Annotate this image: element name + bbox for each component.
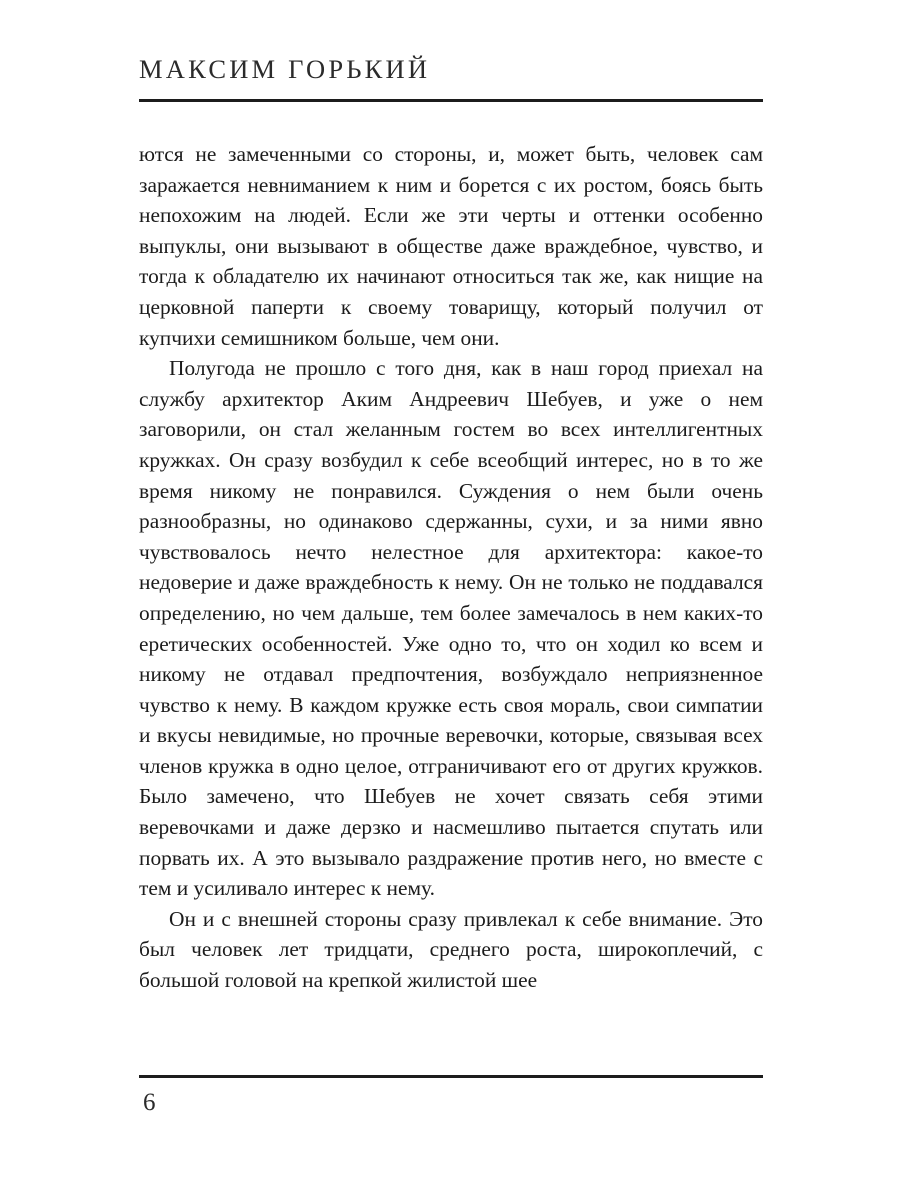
page-number: 6	[143, 1089, 156, 1116]
running-header-title: МАКСИМ ГОРЬКИЙ	[139, 54, 431, 84]
paragraph: ются не замеченными со стороны, и, может быть, человек сам заражается невниманием к ним и борется с их ростом, боясь быть непохожим на людей. Если же эти черты и оттенки особенно выпуклы, они вызывают в обществе даже враждебное, чувство, и тогда к обладателю их начинают относиться так же, как нищие на церковной паперти к своему товарищу, который получил от купчихи семишником больше, чем они.	[139, 142, 763, 350]
paragraph: Полугода не прошло с того дня, как в наш город приехал на службу архитектор Аким Андреевич Шебуев, и уже о нем заговорили, он стал желанным гостем во всех интеллигентных кружках. Он сразу возбудил к себе всеобщий интерес, но в то же время никому не понравился. Суждения о нем были очень разнообразны, но одинаково сдержанны, сухи, и за ними явно чувствовалось нечто нелестное для архитектора: какое-то недоверие и даже враждебность к нему. Он не только не поддавался определению, но чем дальше, тем более замечалось в нем каких-то еретических особенностей. Уже одно то, что он ходил ко всем и никому не отдавал предпочтения, возбуждало неприязненное чувство к нему. В каждом кружке есть своя мораль, свои симпатии и вкусы невидимые, но прочные веревочки, которые, связывая всех членов кружка в одно целое, отграничивают его от других кружков. Было замечено, что Шебуев не хочет связать себя этими веревочками и даже дерзко и насмешливо пытается спутать или порвать их. А это вызывало раздражение против него, но вместе с тем и усиливало интерес к нему.	[139, 356, 763, 901]
running-header	[139, 56, 764, 83]
header-rule	[139, 99, 763, 102]
footer-rule	[139, 1075, 763, 1078]
paragraph: Он и с внешней стороны сразу привлекал к себе внимание. Это был человек лет тридцати, среднего роста, широкоплечий, с большой головой на крепкой жилистой шее	[139, 906, 763, 993]
body-text-block	[139, 139, 763, 996]
